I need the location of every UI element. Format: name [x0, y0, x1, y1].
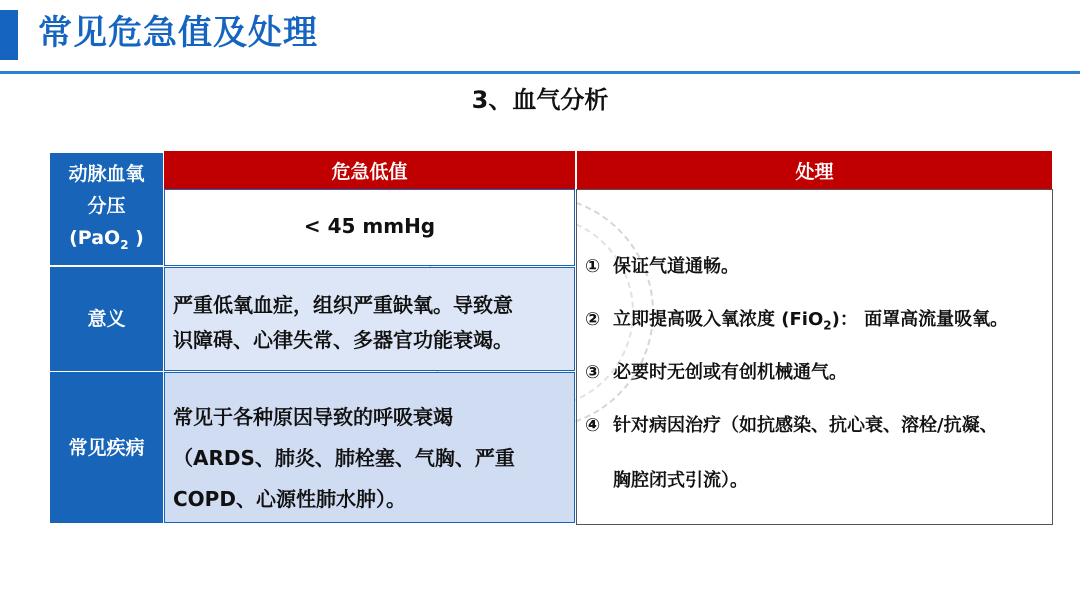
critical-value: < 45 mmHg	[303, 213, 436, 238]
diseases-line-2: （ARDS、肺炎、肺栓塞、气胸、严重	[173, 446, 515, 470]
section-title: 3、血气分析	[471, 86, 609, 114]
row-header-pao2-line1: 动脉血氧	[68, 162, 145, 185]
column-header-critical-low	[164, 151, 575, 189]
diseases-cell	[164, 372, 575, 523]
row-header-significance-label: 意义	[87, 308, 126, 330]
row-header-pao2-line3: (PaO$_2$ )	[69, 226, 144, 252]
row-header-pao2	[50, 153, 163, 265]
column-header-handling-label: 处理	[795, 160, 834, 183]
significance-cell	[164, 267, 575, 371]
row-header-common-diseases-label: 常见疾病	[68, 436, 145, 459]
action-item-4: ④ 针对病因治疗（如抗感染、抗心衰、溶栓/抗凝、	[585, 415, 998, 436]
significance-line-1: 严重低氧血症，组织严重缺氧。导致意	[173, 293, 513, 317]
page-title: 常见危急值及处理	[38, 13, 318, 53]
action-item-2: ② 立即提高吸入氧浓度 (FiO$_2$)： 面罩高流量吸氧。	[585, 309, 1009, 333]
title-accent-bar	[0, 10, 18, 60]
critical-value-cell	[164, 189, 575, 266]
column-header-critical-low-label: 危急低值	[331, 160, 408, 183]
significance-line-2: 识障碍、心律失常、多器官功能衰竭。	[173, 328, 513, 352]
row-header-pao2-line2: 分压	[87, 194, 126, 217]
row-header-significance	[50, 267, 163, 371]
action-item-1: ① 保证气道通畅。	[585, 256, 739, 277]
diseases-line-3: COPD、心源性肺水肿）。	[173, 487, 406, 511]
diseases-line-1: 常见于各种原因导致的呼吸衰竭	[173, 405, 453, 429]
row-header-common-diseases	[50, 372, 163, 523]
column-header-handling	[577, 151, 1052, 189]
action-item-4-continued: 胸腔闭式引流）。	[613, 470, 748, 491]
header-divider	[0, 71, 1080, 74]
action-item-3: ③ 必要时无创或有创机械通气。	[585, 362, 847, 383]
handling-cell	[576, 189, 1053, 525]
